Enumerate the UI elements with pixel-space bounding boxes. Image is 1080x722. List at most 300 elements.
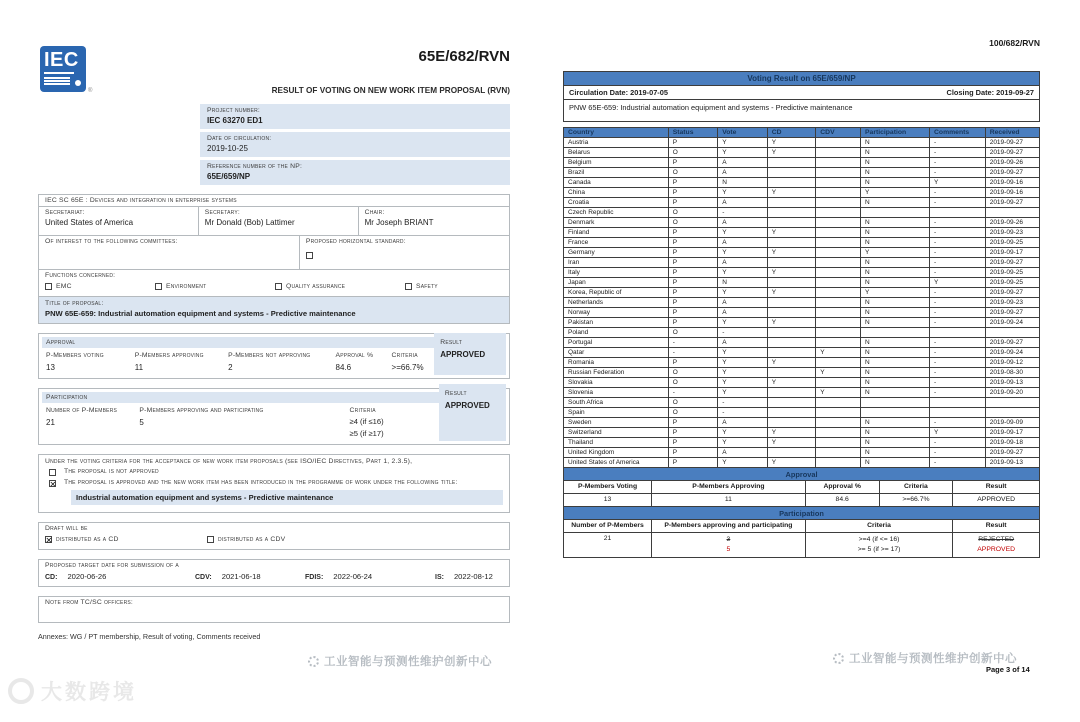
col-approval-percent: Approval % bbox=[805, 481, 879, 494]
environment-label: Environment bbox=[166, 283, 207, 290]
country-row bbox=[564, 148, 1040, 158]
cell: 2019-09-25 bbox=[985, 268, 1039, 278]
result-value: APPROVED bbox=[440, 350, 486, 359]
fdis-date bbox=[305, 572, 435, 581]
target-dates-label: Proposed target date for submission of a bbox=[45, 562, 179, 569]
cell: - bbox=[930, 198, 986, 208]
cell bbox=[816, 428, 861, 438]
cell: N bbox=[861, 438, 930, 448]
option-approved bbox=[45, 479, 503, 487]
cell: N bbox=[861, 198, 930, 208]
cell bbox=[816, 358, 861, 368]
col-label: Result bbox=[440, 339, 463, 346]
cell: - bbox=[668, 338, 718, 348]
p-members-voting bbox=[42, 350, 131, 378]
cell bbox=[767, 408, 816, 418]
cell: O bbox=[668, 168, 718, 178]
cell: Y bbox=[718, 228, 768, 238]
col-label: Number of P-Members bbox=[46, 407, 118, 414]
cell: P bbox=[668, 248, 718, 258]
country-row bbox=[564, 228, 1040, 238]
cell: 2019-09-27 bbox=[985, 168, 1039, 178]
note-label: Note from TC/SC officers: bbox=[45, 599, 134, 606]
country-row bbox=[564, 238, 1040, 248]
cell: Y bbox=[718, 378, 768, 388]
cell: Y bbox=[767, 248, 816, 258]
cell: Iran bbox=[564, 258, 669, 268]
cell: Y bbox=[767, 458, 816, 468]
col-result: Result bbox=[953, 481, 1040, 494]
proposal-title-label: Title of proposal: bbox=[45, 300, 104, 307]
cell: Y bbox=[718, 348, 768, 358]
participation-band: Participation bbox=[563, 506, 1040, 520]
function-option-emc bbox=[45, 283, 155, 290]
chair-label: Chair: bbox=[364, 209, 385, 216]
cell: - bbox=[930, 138, 986, 148]
cell: Qatar bbox=[564, 348, 669, 358]
cell: 2019-09-20 bbox=[985, 388, 1039, 398]
col-participation: Participation bbox=[861, 128, 930, 138]
cell: P bbox=[668, 188, 718, 198]
draft-options bbox=[45, 536, 503, 543]
approval-summary-body bbox=[564, 494, 1040, 507]
cell: Finland bbox=[564, 228, 669, 238]
cell: Y bbox=[816, 348, 861, 358]
cell: Pakistan bbox=[564, 318, 669, 328]
cell: N bbox=[861, 428, 930, 438]
cell: P bbox=[668, 448, 718, 458]
cell: 2019-09-25 bbox=[985, 238, 1039, 248]
cell: Norway bbox=[564, 308, 669, 318]
cell bbox=[767, 348, 816, 358]
cell: United Kingdom bbox=[564, 448, 669, 458]
info-fields bbox=[200, 104, 510, 185]
form-title: RESULT OF VOTING ON NEW WORK ITEM PROPOSAL (RVN) bbox=[271, 86, 510, 95]
cell: Croatia bbox=[564, 198, 669, 208]
cell: P bbox=[668, 258, 718, 268]
cell bbox=[816, 188, 861, 198]
cell bbox=[767, 448, 816, 458]
cell: 2019-09-27 bbox=[985, 288, 1039, 298]
cell bbox=[816, 228, 861, 238]
cell: P bbox=[668, 358, 718, 368]
cell: N bbox=[861, 298, 930, 308]
col-country: Country bbox=[564, 128, 669, 138]
cell bbox=[816, 168, 861, 178]
cell: - bbox=[930, 298, 986, 308]
cell: Italy bbox=[564, 268, 669, 278]
country-row bbox=[564, 448, 1040, 458]
functions-options bbox=[45, 283, 503, 290]
cell: - bbox=[930, 248, 986, 258]
result-values bbox=[953, 533, 1040, 558]
cell: Y bbox=[816, 388, 861, 398]
cell: - bbox=[930, 238, 986, 248]
cell: - bbox=[930, 358, 986, 368]
cell: - bbox=[930, 288, 986, 298]
cd-label: distributed as a CD bbox=[56, 536, 119, 543]
cell: A bbox=[718, 258, 768, 268]
cell: - bbox=[930, 168, 986, 178]
cell: N bbox=[861, 158, 930, 168]
cell: - bbox=[930, 268, 986, 278]
cell bbox=[767, 178, 816, 188]
cell bbox=[985, 408, 1039, 418]
cell bbox=[767, 328, 816, 338]
country-row bbox=[564, 158, 1040, 168]
safety-checkbox bbox=[405, 283, 412, 290]
country-row bbox=[564, 318, 1040, 328]
cell bbox=[816, 288, 861, 298]
country-row bbox=[564, 328, 1040, 338]
cell: A bbox=[718, 298, 768, 308]
cell: Y bbox=[718, 458, 768, 468]
country-row bbox=[564, 458, 1040, 468]
country-row bbox=[564, 358, 1040, 368]
cell: N bbox=[861, 308, 930, 318]
col-label: P-Members approving and participating bbox=[139, 407, 264, 414]
col-received: Received bbox=[985, 128, 1039, 138]
cell: P bbox=[668, 288, 718, 298]
cell: 2019-09-27 bbox=[985, 308, 1039, 318]
target-dates-row bbox=[45, 572, 503, 581]
cell: Slovenia bbox=[564, 388, 669, 398]
cell: Y bbox=[816, 368, 861, 378]
cell bbox=[767, 158, 816, 168]
cell: Poland bbox=[564, 328, 669, 338]
cell: - bbox=[668, 348, 718, 358]
cell: - bbox=[930, 218, 986, 228]
cell: Y bbox=[718, 268, 768, 278]
cell: Brazil bbox=[564, 168, 669, 178]
cell: Y bbox=[718, 368, 768, 378]
date-label: CD: bbox=[45, 574, 58, 581]
values-row bbox=[564, 494, 1040, 507]
p-members-not-approving bbox=[224, 350, 331, 378]
participation-summary-body bbox=[564, 533, 1040, 558]
cell bbox=[985, 208, 1039, 218]
cell: Romania bbox=[564, 358, 669, 368]
project-number-field bbox=[200, 104, 510, 129]
cell: O bbox=[668, 218, 718, 228]
participation-summary-table bbox=[563, 519, 1040, 558]
cell: Czech Republic bbox=[564, 208, 669, 218]
cell: Y bbox=[718, 138, 768, 148]
cell: - bbox=[718, 398, 768, 408]
cell bbox=[816, 208, 861, 218]
cell: Y bbox=[718, 428, 768, 438]
col-label: P-Members not approving bbox=[228, 352, 311, 359]
date-label: IS: bbox=[435, 574, 444, 581]
form-header bbox=[38, 40, 510, 104]
cell bbox=[816, 418, 861, 428]
col-result: Result bbox=[953, 520, 1040, 533]
number-of-p-members bbox=[42, 405, 135, 444]
cell: 2019-09-23 bbox=[985, 298, 1039, 308]
col-value: 21 bbox=[46, 418, 55, 427]
cell: Y bbox=[718, 318, 768, 328]
country-row bbox=[564, 218, 1040, 228]
target-dates-section bbox=[38, 559, 510, 587]
cell: N bbox=[861, 168, 930, 178]
cell: Y bbox=[718, 248, 768, 258]
interest-label: Of interest to the following committees: bbox=[39, 236, 300, 269]
watermark-text: 工业智能与预测性维护创新中心 bbox=[849, 653, 1017, 665]
cell: Y bbox=[767, 358, 816, 368]
cell: P bbox=[668, 198, 718, 208]
quality-label: Quality assurance bbox=[286, 283, 346, 290]
cell bbox=[767, 208, 816, 218]
cell bbox=[816, 398, 861, 408]
cell: P bbox=[668, 178, 718, 188]
country-row bbox=[564, 378, 1040, 388]
cell bbox=[767, 398, 816, 408]
col-cdv: CDV bbox=[816, 128, 861, 138]
cell: 2019-09-25 bbox=[985, 278, 1039, 288]
country-row bbox=[564, 168, 1040, 178]
cell bbox=[816, 318, 861, 328]
cell: - bbox=[718, 408, 768, 418]
cell: Belgium bbox=[564, 158, 669, 168]
horizontal-standard-checkbox bbox=[306, 252, 313, 259]
cell: N bbox=[861, 238, 930, 248]
committee-header: IEC SC 65E : Devices and integration in enterprise systems bbox=[39, 195, 509, 207]
np-reference-field bbox=[200, 160, 510, 185]
watermark-swirl-icon bbox=[308, 656, 319, 667]
participation-result bbox=[439, 384, 506, 441]
cell bbox=[861, 328, 930, 338]
date-label: CDV: bbox=[195, 574, 212, 581]
cell: N bbox=[861, 368, 930, 378]
is-date bbox=[435, 572, 493, 581]
watermark-right bbox=[833, 650, 1017, 666]
cell: - bbox=[718, 208, 768, 218]
function-option-safety bbox=[405, 283, 438, 290]
cell: O bbox=[668, 368, 718, 378]
cell bbox=[816, 408, 861, 418]
voting-criteria-intro: Under the voting criteria for the acceptance of new work item proposals (see ISO/IEC Directives, Part 1, 2.3.5), bbox=[45, 458, 413, 465]
voting-result-page bbox=[563, 38, 1040, 558]
col-cd: CD bbox=[767, 128, 816, 138]
cell: N bbox=[718, 178, 768, 188]
cell bbox=[816, 308, 861, 318]
field-label: Reference number of the NP: bbox=[207, 163, 303, 170]
cell: - bbox=[930, 338, 986, 348]
watermark-text: 工业智能与预测性维护创新中心 bbox=[324, 656, 492, 668]
cell bbox=[861, 398, 930, 408]
iec-logo bbox=[40, 46, 86, 92]
cell: Sweden bbox=[564, 418, 669, 428]
safety-label: Safety bbox=[416, 283, 438, 290]
country-row bbox=[564, 208, 1040, 218]
date-value: 2021-06-18 bbox=[221, 572, 261, 581]
chair-value: Mr Joseph BRIANT bbox=[364, 218, 434, 227]
cell bbox=[816, 158, 861, 168]
cell: P bbox=[668, 238, 718, 248]
cell: P bbox=[668, 418, 718, 428]
cell: 2019-09-27 bbox=[985, 448, 1039, 458]
participation-section bbox=[38, 388, 510, 445]
cell: 2019-09-16 bbox=[985, 178, 1039, 188]
approval-columns bbox=[39, 339, 509, 378]
cell: N bbox=[861, 358, 930, 368]
cell: A bbox=[718, 218, 768, 228]
country-row bbox=[564, 248, 1040, 258]
cell: 2019-09-24 bbox=[985, 348, 1039, 358]
cell: - bbox=[930, 258, 986, 268]
col-p-members-voting: P-Members Voting bbox=[564, 481, 652, 494]
cell: N bbox=[718, 278, 768, 288]
cell: - bbox=[930, 188, 986, 198]
watermark-left bbox=[308, 653, 492, 669]
iec-logo-stripes bbox=[44, 77, 70, 85]
cell: Y bbox=[767, 228, 816, 238]
cell: - bbox=[930, 458, 986, 468]
cell bbox=[816, 148, 861, 158]
country-row bbox=[564, 278, 1040, 288]
secretary-label: Secretary: bbox=[204, 209, 240, 216]
proposal-title-value: PNW 65E-659: Industrial automation equipment and systems - Predictive maintenance bbox=[45, 309, 356, 318]
cell: 2019-09-27 bbox=[985, 338, 1039, 348]
cell bbox=[816, 438, 861, 448]
cell: A bbox=[718, 158, 768, 168]
col-value: 2 bbox=[228, 363, 233, 372]
cell bbox=[816, 338, 861, 348]
header-row bbox=[564, 481, 1040, 494]
cell bbox=[816, 458, 861, 468]
country-row bbox=[564, 408, 1040, 418]
iec-logo-text: IEC bbox=[44, 49, 79, 71]
cell: N bbox=[861, 448, 930, 458]
approval-summary-table bbox=[563, 480, 1040, 507]
cdv-label: distributed as a CDV bbox=[218, 536, 286, 543]
cell: P bbox=[668, 268, 718, 278]
header-row bbox=[564, 520, 1040, 533]
country-row bbox=[564, 388, 1040, 398]
col-comments: Comments bbox=[930, 128, 986, 138]
corner-logo-icon bbox=[8, 678, 34, 704]
cell bbox=[816, 138, 861, 148]
cell: P bbox=[668, 318, 718, 328]
cell: N bbox=[861, 348, 930, 358]
cell: 2019-09-13 bbox=[985, 378, 1039, 388]
col-value: >=66.7% bbox=[391, 363, 424, 372]
participation-criteria bbox=[346, 405, 439, 444]
cell: Y bbox=[767, 188, 816, 198]
p-members-approving-participating bbox=[135, 405, 345, 444]
result-new-value: APPROVED bbox=[977, 546, 1016, 553]
cell bbox=[861, 208, 930, 218]
option-not-approved bbox=[45, 468, 503, 476]
horizontal-standard-cell bbox=[300, 236, 509, 269]
cell: N bbox=[861, 418, 930, 428]
function-option-quality bbox=[275, 283, 405, 290]
cell: Y bbox=[718, 358, 768, 368]
cell bbox=[816, 278, 861, 288]
not-approved-label: The proposal is not approved bbox=[64, 468, 159, 475]
cell: O bbox=[668, 408, 718, 418]
cell: 2019-09-27 bbox=[985, 148, 1039, 158]
cell bbox=[767, 218, 816, 228]
cell: Thailand bbox=[564, 438, 669, 448]
cell: N bbox=[861, 228, 930, 238]
cell: N bbox=[861, 138, 930, 148]
document-number: 65E/682/RVN bbox=[418, 48, 510, 65]
cell: Y bbox=[930, 278, 986, 288]
cdv-checkbox bbox=[207, 536, 214, 543]
cell: 2019-09-24 bbox=[985, 318, 1039, 328]
col-status: Status bbox=[668, 128, 718, 138]
cell: 2019-09-09 bbox=[985, 418, 1039, 428]
note-section bbox=[38, 596, 510, 623]
cell: Y bbox=[861, 188, 930, 198]
approving-participating-values bbox=[652, 533, 806, 558]
col-value: 5 bbox=[139, 418, 144, 427]
cell: Denmark bbox=[564, 218, 669, 228]
cell: N bbox=[861, 178, 930, 188]
cell: 2019-09-17 bbox=[985, 248, 1039, 258]
cell bbox=[816, 198, 861, 208]
cell: N bbox=[861, 338, 930, 348]
country-row bbox=[564, 398, 1040, 408]
approving-new-value: 5 bbox=[726, 546, 731, 553]
cell: A bbox=[718, 418, 768, 428]
country-row bbox=[564, 188, 1040, 198]
cell: - bbox=[930, 158, 986, 168]
participation-header: Participation bbox=[42, 392, 506, 403]
country-row bbox=[564, 258, 1040, 268]
cell: N bbox=[861, 148, 930, 158]
cell: 2019-09-27 bbox=[985, 198, 1039, 208]
cell: N bbox=[861, 458, 930, 468]
date-value: 2020-06-26 bbox=[67, 572, 107, 581]
watermark-swirl-icon bbox=[833, 653, 844, 664]
cell bbox=[816, 328, 861, 338]
cell bbox=[816, 248, 861, 258]
cell: - bbox=[930, 318, 986, 328]
cell bbox=[816, 178, 861, 188]
cell: P bbox=[668, 138, 718, 148]
cell: A bbox=[718, 338, 768, 348]
cell: N bbox=[861, 268, 930, 278]
cell: 2019-09-13 bbox=[985, 458, 1039, 468]
cell bbox=[930, 328, 986, 338]
environment-checkbox bbox=[155, 283, 162, 290]
header-row bbox=[564, 128, 1040, 138]
iec-logo-underline bbox=[44, 72, 74, 74]
cell: Russian Federation bbox=[564, 368, 669, 378]
country-row bbox=[564, 308, 1040, 318]
option-distributed-cd bbox=[45, 536, 207, 543]
result-old-value: REJECTED bbox=[978, 536, 1015, 543]
cell: United States of America bbox=[564, 458, 669, 468]
col-label: Criteria bbox=[349, 407, 376, 414]
cell: O bbox=[668, 398, 718, 408]
col-label: Result bbox=[444, 390, 467, 397]
cell bbox=[767, 278, 816, 288]
cell bbox=[930, 208, 986, 218]
country-row bbox=[564, 438, 1040, 448]
col-value: 84.6 bbox=[335, 363, 352, 372]
cell: P bbox=[668, 228, 718, 238]
col-vote: Vote bbox=[718, 128, 768, 138]
approval-band: Approval bbox=[563, 467, 1040, 481]
horizontal-standard-label: Proposed horizontal standard: bbox=[305, 238, 406, 245]
dates-row bbox=[564, 86, 1039, 100]
participation-summary-header bbox=[564, 520, 1040, 533]
cell: Switzerland bbox=[564, 428, 669, 438]
cell: Y bbox=[767, 378, 816, 388]
